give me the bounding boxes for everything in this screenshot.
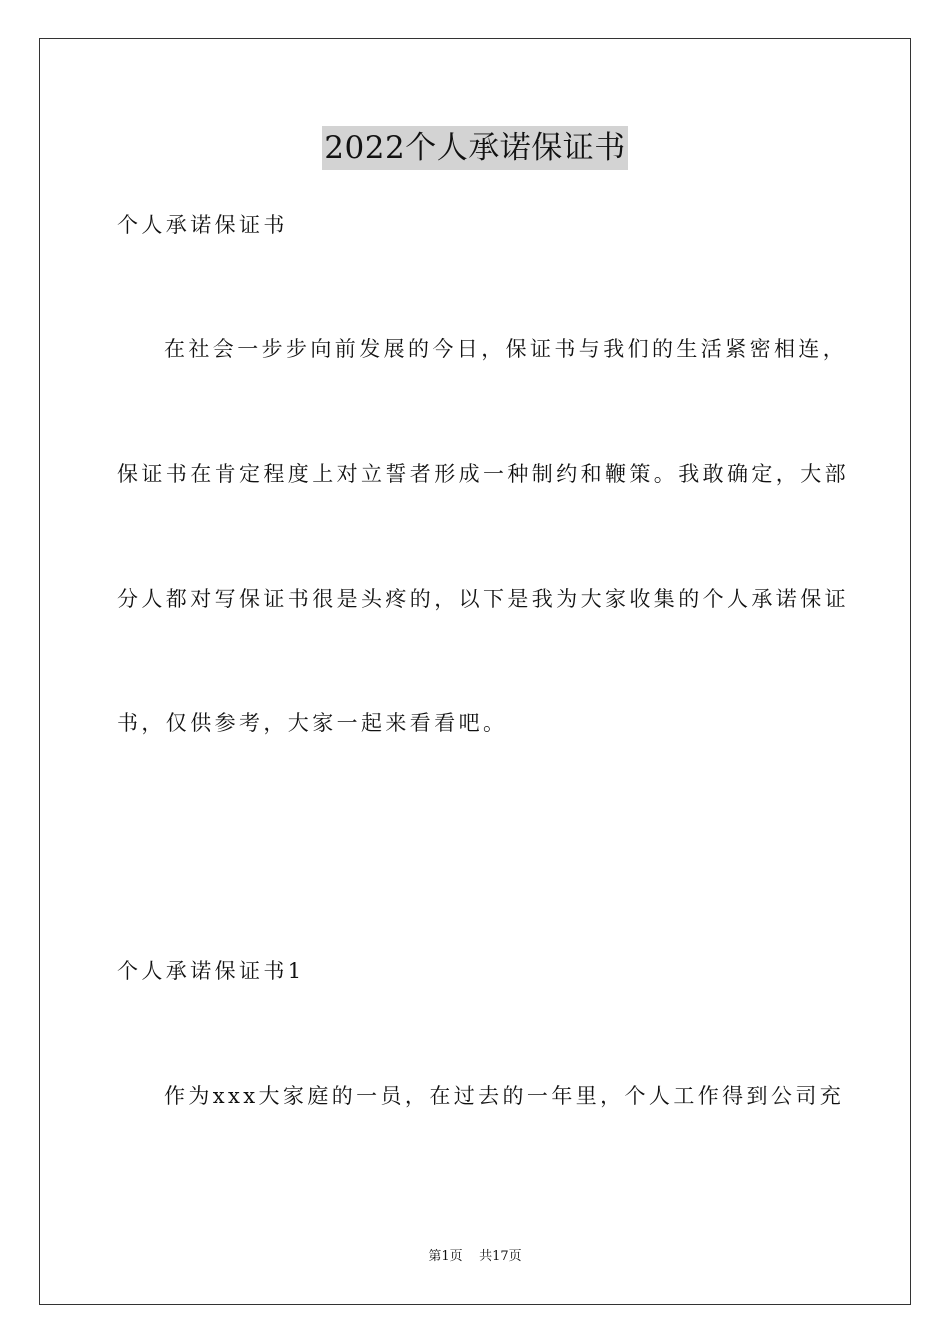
section-heading: 个人承诺保证书1 [117, 959, 305, 983]
document-title-text: 2022个人承诺保证书 [322, 126, 627, 170]
paragraph-line: 作为xxx大家庭的一员，在过去的一年里，个人工作得到公司充 [164, 1084, 845, 1108]
paragraph-line: 书，仅供参考，大家一起来看看吧。 [117, 711, 508, 735]
page-footer [0, 1248, 950, 1266]
document-title [0, 126, 950, 170]
section-heading: 个人承诺保证书 [117, 213, 288, 237]
paragraph-line: 保证书在肯定程度上对立誓者形成一种制约和鞭策。我敢确定，大部 [117, 462, 849, 486]
paragraph-line: 分人都对写保证书很是头疼的，以下是我为大家收集的个人承诺保证 [117, 587, 849, 611]
page-number: 第1页 [428, 1249, 463, 1264]
paragraph-line: 在社会一步步向前发展的今日，保证书与我们的生活紧密相连， [164, 337, 848, 361]
page-total: 共17页 [479, 1249, 522, 1264]
